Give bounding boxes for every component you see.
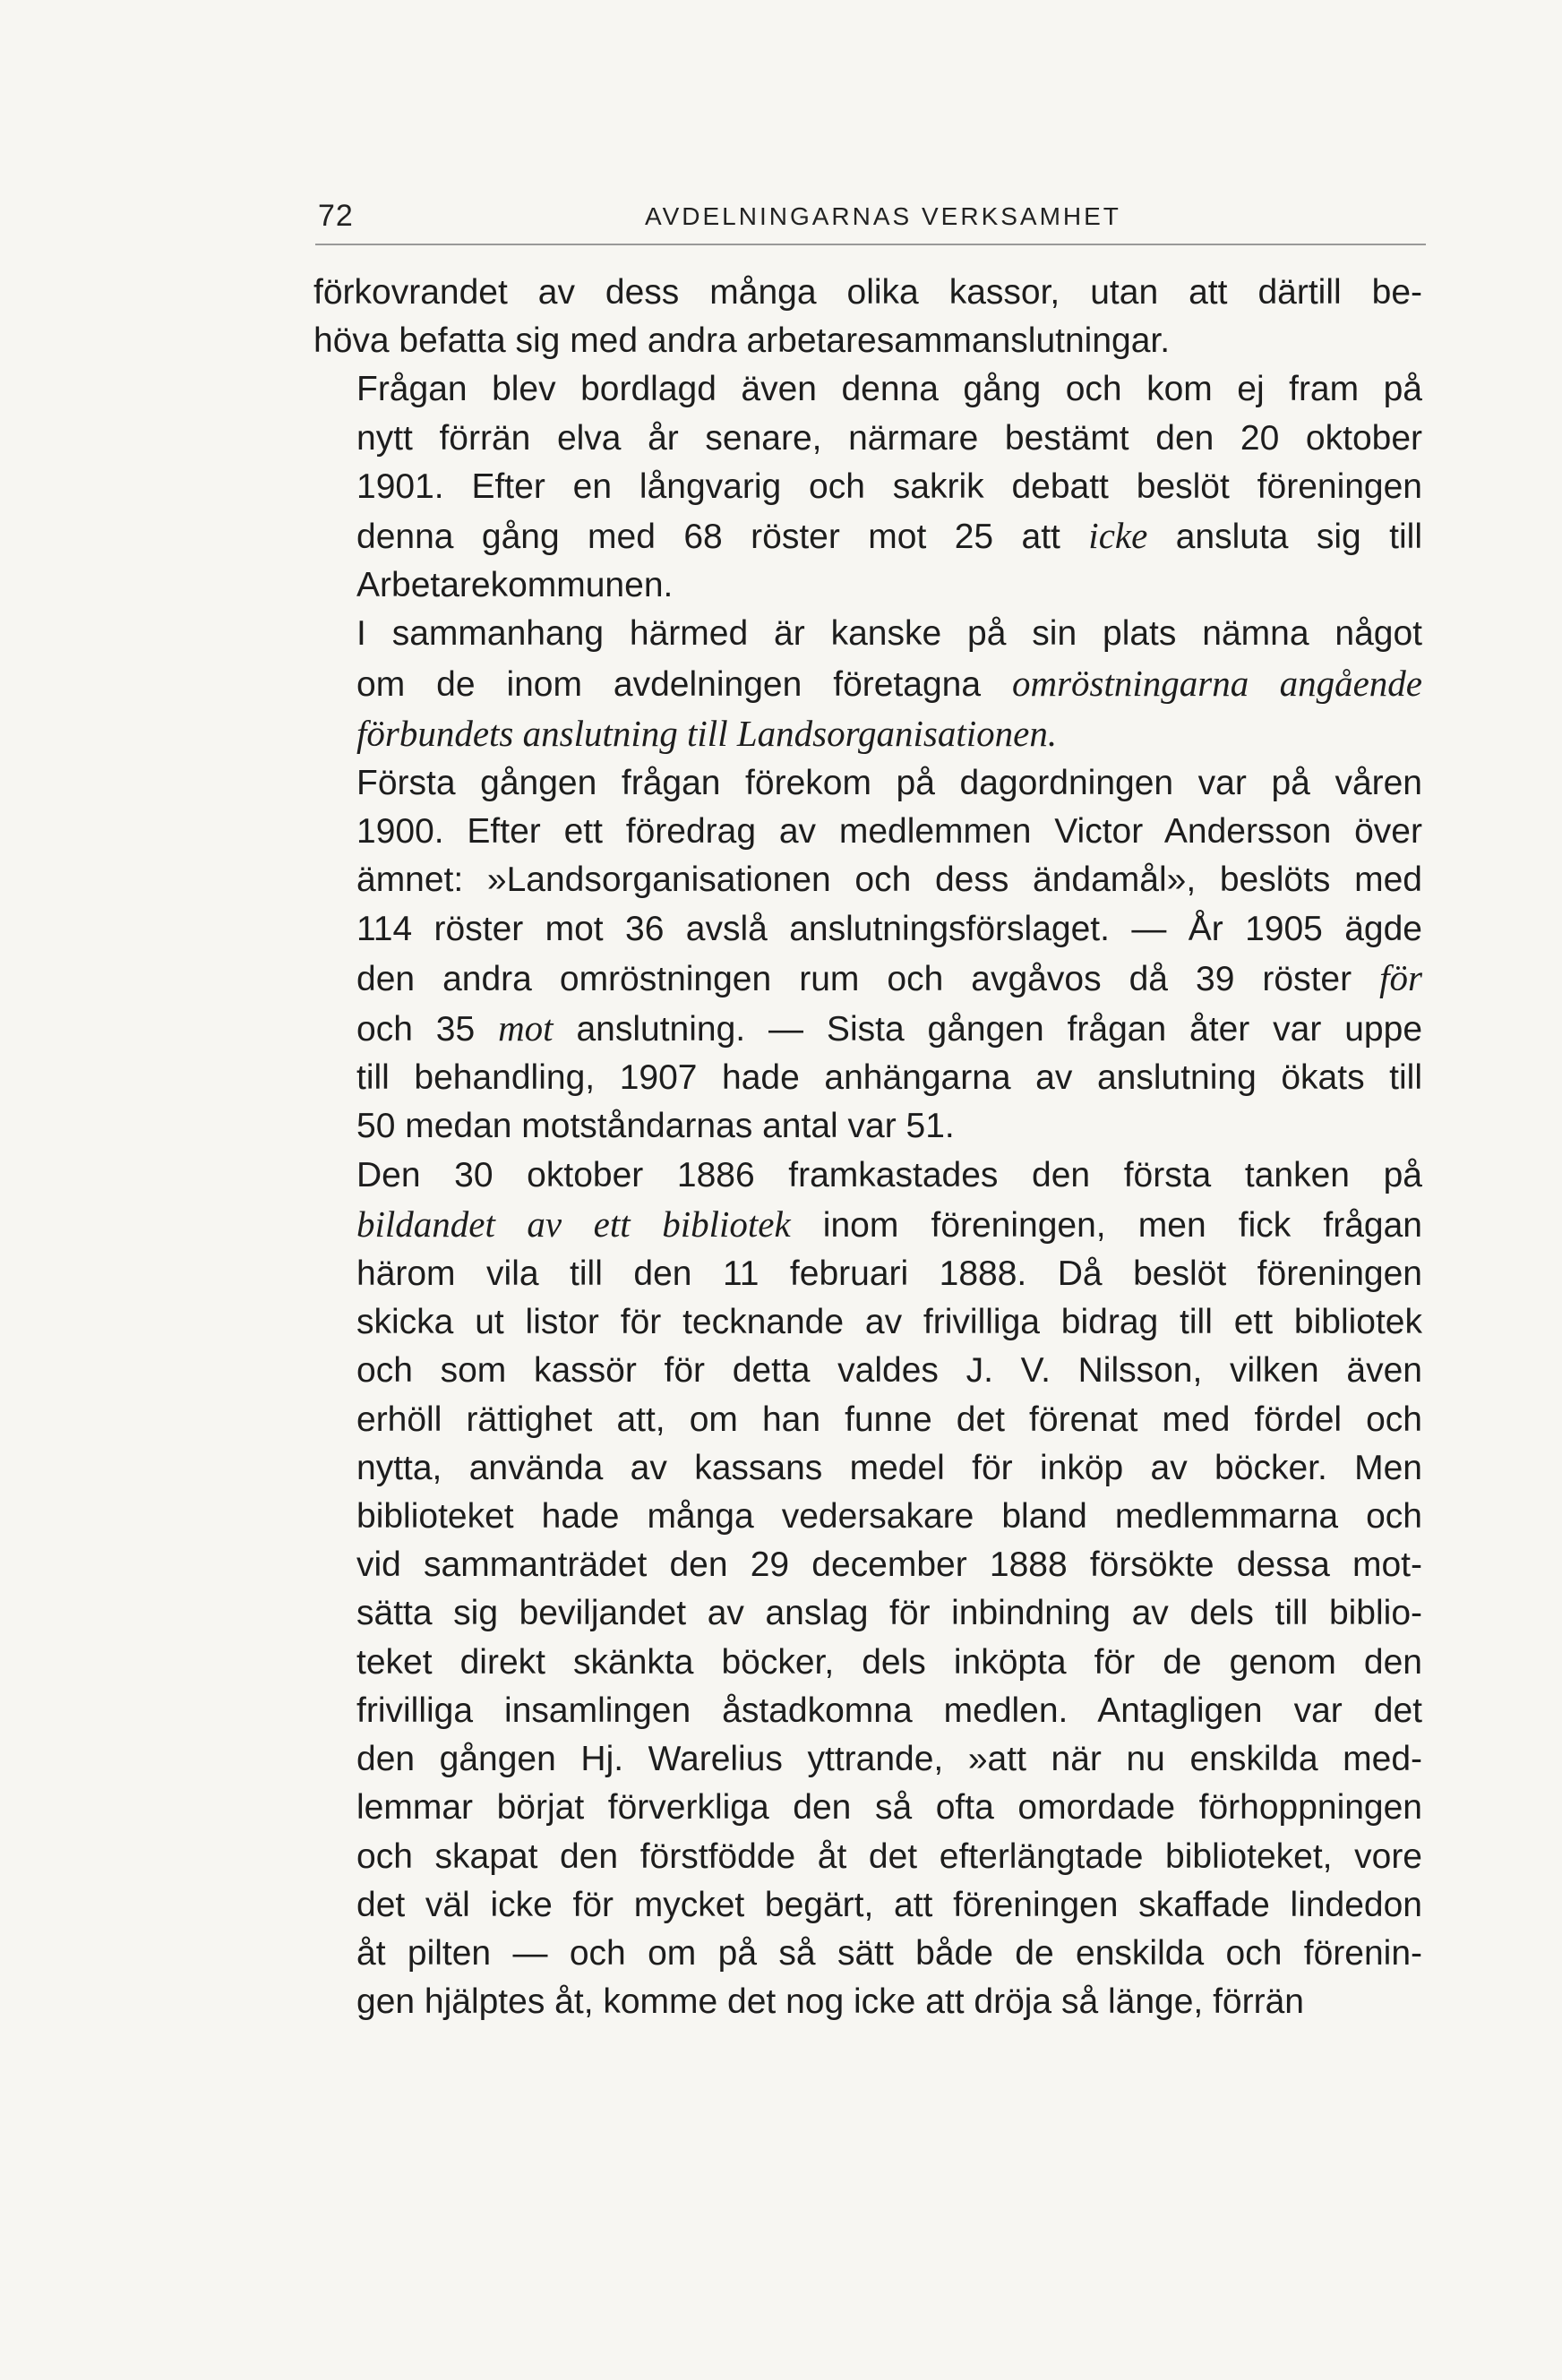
text-run: 1900. Efter ett föredrag av medlemmen Victor Andersson över — [356, 812, 1422, 852]
text-line — [313, 1396, 1422, 1444]
italic-text: omröstningarna angående — [1011, 662, 1422, 704]
text-line — [313, 1639, 1422, 1687]
text-line — [313, 365, 1422, 414]
running-head: AVDELNINGARNAS VERKSAMHET — [645, 202, 1121, 230]
text-run: gen hjälptes åt, komme det nog icke att dröja så länge, förrän — [356, 1982, 1304, 2022]
text-line — [313, 709, 1422, 759]
text-line — [313, 856, 1422, 904]
text-run: till behandling, 1907 hade anhängarna av anslutning ökats till — [356, 1058, 1422, 1098]
text-line — [313, 1004, 1422, 1054]
body-text — [313, 269, 1422, 2026]
italic-text: för — [1379, 956, 1422, 998]
page-header — [318, 199, 1421, 244]
text-run: sätta sig beviljandet av anslag för inbindning av dels till biblio- — [356, 1594, 1422, 1633]
text-line — [313, 1735, 1422, 1784]
text-line — [313, 1589, 1422, 1638]
text-run: och skapat den förstfödde åt det efterlängtade biblioteket, vore — [356, 1836, 1422, 1876]
text-line — [313, 905, 1422, 954]
text-line — [313, 1102, 1422, 1151]
text-run: vid sammanträdet den 29 december 1888 försökte dessa mot- — [356, 1545, 1422, 1585]
text-line — [313, 1298, 1422, 1347]
text-run: nytt förrän elva år senare, närmare bestämt den 20 oktober — [356, 418, 1422, 458]
text-run: I sammanhang härmed är kanske på sin plats nämna något — [356, 614, 1422, 654]
text-line — [313, 1784, 1422, 1832]
text-run: Första gången frågan förekom på dagordningen var på våren — [356, 764, 1422, 803]
text-run: 114 röster mot 36 avslå anslutningsförslaget. — År 1905 ägde — [356, 909, 1422, 948]
text-run: teket direkt skänkta böcker, dels inköpta för de genom den — [356, 1642, 1422, 1682]
page-number: 72 — [318, 199, 354, 233]
text-run: det väl icke för mycket begärt, att föreningen skaffade lindedon — [356, 1885, 1422, 1924]
paragraph — [313, 269, 1422, 365]
text-line — [313, 1493, 1422, 1541]
header-rule — [315, 244, 1426, 245]
italic-text: förbundets anslutning till Landsorganisationen. — [356, 712, 1058, 754]
text-line — [313, 511, 1422, 561]
text-line — [313, 463, 1422, 511]
text-run: och som kassör för detta valdes J. V. Nilsson, vilken även — [356, 1351, 1422, 1391]
text-run: ansluta sig till — [1147, 518, 1422, 557]
text-line — [313, 269, 1422, 317]
text-line — [313, 610, 1422, 658]
text-line — [313, 808, 1422, 856]
text-line — [313, 1978, 1422, 2026]
text-run: erhöll rättighet att, om han funne det förenat med fördel och — [356, 1400, 1422, 1439]
text-run: och 35 — [356, 1010, 499, 1049]
text-line — [313, 1054, 1422, 1102]
text-run: om de inom avdelningen företagna — [356, 664, 1012, 704]
text-run: lemmar börjat förverkliga den så ofta omordade förhoppningen — [356, 1788, 1422, 1828]
text-line — [313, 1444, 1422, 1493]
paragraph — [313, 759, 1422, 1151]
text-line — [313, 1541, 1422, 1589]
text-run: 1901. Efter en långvarig och sakrik debatt beslöt föreningen — [356, 467, 1422, 506]
text-run: den andra omröstningen rum och avgåvos då 39 röster — [356, 959, 1380, 998]
text-run: den gången Hj. Warelius yttrande, »att när nu enskilda med- — [356, 1740, 1422, 1779]
text-line — [313, 659, 1422, 709]
text-run: höva befatta sig med andra arbetaresammanslutningar. — [313, 321, 1171, 361]
text-run: åt pilten — och om på så sätt både de enskilda och förenin- — [356, 1933, 1422, 1973]
text-run: ämnet: »Landsorganisationen och dess ändamål», beslöts med — [356, 860, 1422, 900]
text-line — [313, 759, 1422, 808]
text-run: härom vila till den 11 februari 1888. Då beslöt föreningen — [356, 1254, 1422, 1294]
text-line — [313, 561, 1422, 610]
text-line — [313, 1881, 1422, 1930]
text-line — [313, 317, 1422, 365]
text-run: Arbetarekommunen. — [356, 566, 674, 605]
text-line — [313, 954, 1422, 1004]
text-line — [313, 1930, 1422, 1978]
text-run: denna gång med 68 röster mot 25 att — [356, 518, 1089, 557]
text-run: Den 30 oktober 1886 framkastades den första tanken på — [356, 1155, 1422, 1194]
text-line — [313, 415, 1422, 463]
text-run: biblioteket hade många vedersakare bland medlemmarna och — [356, 1497, 1422, 1537]
text-line — [313, 1687, 1422, 1735]
paragraph — [313, 1151, 1422, 2027]
paragraph — [313, 610, 1422, 759]
text-line — [313, 1200, 1422, 1250]
text-run: skicka ut listor för tecknande av frivilliga bidrag till ett bibliotek — [356, 1303, 1422, 1342]
text-run: Frågan blev bordlagd även denna gång och kom ej fram på — [356, 370, 1422, 409]
text-run: frivilliga insamlingen åstadkomna medlen. Antagligen var det — [356, 1691, 1422, 1730]
italic-text: bildandet av ett bibliotek — [356, 1203, 791, 1245]
italic-text: icke — [1088, 515, 1148, 557]
text-line — [313, 1250, 1422, 1298]
text-run: nytta, använda av kassans medel för inköp av böcker. Men — [356, 1448, 1422, 1487]
text-line — [313, 1151, 1422, 1200]
text-run: anslutning. — Sista gången frågan åter var uppe — [553, 1010, 1423, 1049]
text-line — [313, 1347, 1422, 1395]
text-run: inom föreningen, men fick frågan — [790, 1205, 1422, 1245]
italic-text: mot — [498, 1007, 554, 1049]
text-run: 50 medan motståndarnas antal var 51. — [356, 1107, 955, 1146]
paragraph — [313, 365, 1422, 610]
text-run: förkovrandet av dess många olika kassor, utan att därtill be- — [313, 273, 1422, 312]
text-line — [313, 1833, 1422, 1881]
